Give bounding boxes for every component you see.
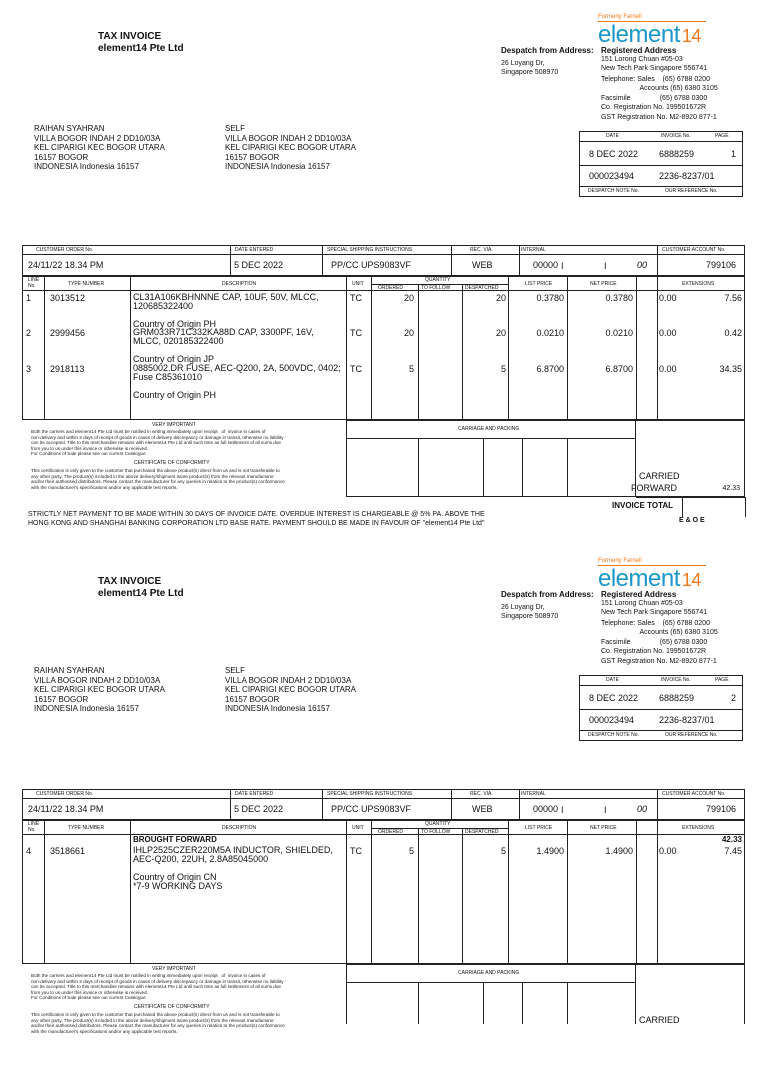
registered-address: 151 Lorong Chuan #05-03 New Tech Park Singapore 556741 [601,600,708,616]
line-despatched: 5 [500,364,506,374]
despatch-note-number: 000023494 [589,715,635,725]
invoice-page-1 [0,0,768,540]
our-reference-label: OUR REFERENCE No. [665,188,718,194]
line-unit: TC [350,846,362,856]
line-number: 1 [26,293,32,303]
line-list-price: 1.4900 [536,846,564,856]
to-follow-header: TO FOLLOW [421,285,451,291]
important-notice: Both the carriers and element14 Pte Ltd must be notified in writing immediately upon receipt of invoice in cases of non-delivery and within 3 days of receipt of goods in cases of delivery discrepancy or damage in transit, otherwise no liability can be accepted. Title to this merchandise remains with element14 Pte Ltd until such time as full settlement of all sums due from you to us under this invoice or otherwise is received. For Conditions of Sale please see our current Catalogue [31,429,284,457]
line-despatched: 5 [500,846,506,856]
phone-block: Telephone: Sales (65) 6788 0200 Accounts (65) 6380 3105 Facsimile (65) 6788 0300 Co. Registration No. 199501672R GST Registration No. M2-8920 877-1 [601,76,718,121]
internal-value: 00000 [533,260,559,270]
special-instructions-value: PP/CC UPS9083VF [331,804,412,814]
date-entered-value: 5 DEC 2022 [234,260,284,270]
customer-order-value: 24/11/22 18.34 PM [28,804,104,814]
phone-block: Telephone: Sales (65) 6788 0200 Accounts (65) 6380 3105 Facsimile (65) 6788 0300 Co. Registration No. 199501672R GST Registration No. M2-8920 877-1 [601,620,718,665]
line-list-price: 0.3780 [536,293,564,303]
date-label: DATE [606,677,619,683]
line-despatched: 20 [495,293,506,303]
line-discount: 0.00 [659,328,677,338]
customer-account-label: CUSTOMER ACCOUNT No. [662,791,726,797]
element14-logo: element 14 [598,21,701,48]
line-despatched: 20 [495,328,506,338]
invoice-date: 8 DEC 2022 [589,693,639,703]
line-extension: 7.56 [724,293,742,303]
line-list-price: 0.0210 [536,328,564,338]
company-name: element14 Pte Ltd [98,43,184,54]
special-instructions-label: SPECIAL SHIPPING INSTRUCTIONS [327,791,413,797]
certificate-label: CERTIFICATE OF CONFORMITY [134,460,210,466]
page-number: 2 [731,693,737,703]
internal-end: 00 [637,804,648,814]
despatch-note-number: 000023494 [589,171,635,181]
type-number: 3518661 [50,846,86,856]
carriage-label: CARRIAGE AND PACKING [458,426,520,432]
invoice-number: 6888259 [659,149,695,159]
type-number: 2918113 [50,364,85,374]
list-price-header: LIST PRICE [525,281,553,287]
extensions-header: EXTENSIONS [682,281,715,287]
net-price-header: NET PRICE [590,825,617,831]
brought-forward-value: 42.33 [721,835,742,844]
customer-order-value: 24/11/22 18.34 PM [28,260,104,270]
line-number: 4 [26,846,32,856]
carried-label: CARRIED [639,471,680,481]
line-number: 2 [26,328,32,338]
despatch-note-label: DESPATCH NOTE No. [588,188,639,194]
page-label: PAGE [715,677,729,683]
very-important-label: VERY IMPORTANT [152,422,196,428]
date-entered-value: 5 DEC 2022 [234,804,284,814]
very-important-label: VERY IMPORTANT [152,966,196,972]
line-description: GRM033R71C332KA88D CAP, 3300PF, 16V, MLCC, 020185322400 Country of Origin JP [133,327,314,364]
line-extension: 7.45 [724,846,742,856]
extensions-header: EXTENSIONS [682,825,715,831]
despatch-note-label: DESPATCH NOTE No. [588,732,639,738]
formerly-farnell: Formerly Farnell [598,558,642,564]
invoice-page-2 [0,546,768,1086]
internal-mark-2: I [604,261,607,271]
line-no-header: LINE No. [28,821,40,833]
invoice-no-label: INVOICE No. [661,677,691,683]
line-discount: 0.00 [659,293,677,303]
line-unit: TC [350,364,362,374]
customer-account-value: 799106 [706,260,737,270]
our-reference-label: OUR REFERENCE No. [665,732,718,738]
line-no-header: LINE No. [28,277,40,289]
ordered-header: ORDERED [378,285,404,291]
customer-account-value: 799106 [706,804,737,814]
special-instructions-label: SPECIAL SHIPPING INSTRUCTIONS [327,247,413,253]
important-notice: Both the carriers and element14 Pte Ltd must be notified in writing immediately upon receipt of invoice in cases of non-delivery and within 3 days of receipt of goods in cases of delivery discrepancy or damage in transit, otherwise no liability can be accepted. Title to this merchandise remains with element14 Pte Ltd until such time as full settlement of all sums due from you to us under this invoice or otherwise is received. For Conditions of Sale please see our current Catalogue [31,973,284,1001]
despatch-address: 26 Loyang Dr, Singapore 508970 [501,604,559,620]
line-net-price: 6.8700 [605,364,633,374]
company-name: element14 Pte Ltd [98,588,184,599]
element14-logo: element 14 [598,565,701,592]
line-extension: 34.35 [719,364,742,374]
line-net-price: 0.0210 [605,328,633,338]
date-entered-label: DATE ENTERED [235,247,274,253]
carried-label: CARRIED [639,1015,680,1025]
internal-mark: I [561,261,564,271]
registered-label: Registered Address [601,590,677,599]
internal-value: 00000 [533,804,559,814]
line-ordered: 20 [403,328,414,338]
registered-address: 151 Lorong Chuan #05-03 New Tech Park Singapore 556741 [601,56,708,72]
invoice-total-label: INVOICE TOTAL [612,501,674,510]
line-list-price: 6.8700 [536,364,564,374]
invoice-no-label: INVOICE No. [661,133,691,139]
customer-account-label: CUSTOMER ACCOUNT No. [662,247,726,253]
description-header: DESCRIPTION [222,825,257,831]
line-net-price: 0.3780 [605,293,633,303]
line-ordered: 5 [408,364,414,374]
type-number-header: TYPE NUMBER [68,825,105,831]
internal-mark-2: I [604,805,607,815]
unit-header: UNIT [352,825,364,831]
to-follow-header: TO FOLLOW [421,829,451,835]
forward-label: FORWARD [631,483,677,493]
customer-order-label: CUSTOMER ORDER No. [36,247,94,253]
rec-via-label: REC. VIA. [470,247,493,253]
date-label: DATE [606,133,619,139]
brought-forward-label: BROUGHT FORWARD [133,835,217,844]
unit-header: UNIT [352,281,364,287]
line-unit: TC [350,293,362,303]
line-extension: 0.42 [724,328,742,338]
our-reference-number: 2236-8237/01 [659,171,715,181]
invoice-number: 6888259 [659,693,695,703]
line-unit: TC [350,328,362,338]
despatch-label: Despatch from Address: [501,590,594,599]
certificate-text: This certification is only given to the customer that purchased the above product(s) direct from us and is not transferable to any other party. The product(s) included in the above delivery/shipment is/are product(s) from the relevant manufacturer and/or their authorised distributors. Please contact the manufacturer for any queries in relation to the product(s) conformance with the manufacturer's specifications and/or any applicable test reports. [31,468,285,490]
bill-to-address: RAIHAN SYAHRAN VILLA BOGOR INDAH 2 DD10/03A KEL CIPARIGI KEC BOGOR UTARA 16157 BOGOR INDONESIA Indonesia 16157 [34,666,165,713]
rec-via-label: REC. VIA. [470,791,493,797]
line-ordered: 5 [408,846,414,856]
registered-label: Registered Address [601,46,677,55]
internal-label: INTERNAL [521,247,546,253]
page-label: PAGE [715,133,729,139]
bill-to-address: RAIHAN SYAHRAN VILLA BOGOR INDAH 2 DD10/03A KEL CIPARIGI KEC BOGOR UTARA 16157 BOGOR INDONESIA Indonesia 16157 [34,124,165,171]
certificate-text: This certification is only given to the customer that purchased the above product(s) direct from us and is not transferable to any other party. The product(s) included in the above delivery/shipment is/are product(s) from the relevant manufacturer and/or their authorised distributors. Please contact the manufacturer for any queries in relation to the product(s) conformance with the manufacturer's specifications and/or any applicable test reports. [31,1012,285,1034]
invoice-title: TAX INVOICE [98,576,162,587]
formerly-farnell: Formerly Farnell [598,14,642,20]
internal-mark: I [561,805,564,815]
type-number-header: TYPE NUMBER [68,281,105,287]
internal-end: 00 [637,260,648,270]
despatched-header: DESPATCHED [465,285,499,291]
eoe-label: E & O E [679,517,705,524]
line-discount: 0.00 [659,364,677,374]
line-discount: 0.00 [659,846,677,856]
line-description: IHLP2525CZER220M5A INDUCTOR, SHIELDED, AEC-Q200, 22UH, 2.8A85045000 Country of Origin CN *7-9 WORKING DAYS [133,845,333,891]
despatch-address: 26 Loyang Dr, Singapore 508970 [501,60,559,76]
line-description: CL31A106KBHNNNE CAP, 10UF, 50V, MLCC, 120685322400 Country of Origin PH [133,292,319,329]
rec-via-value: WEB [472,260,493,270]
line-ordered: 20 [403,293,414,303]
type-number: 2999456 [50,328,86,338]
ship-to-address: SELF VILLA BOGOR INDAH 2 DD10/03A KEL CIPARIGI KEC BOGOR UTARA 16157 BOGOR INDONESIA Indonesia 16157 [225,124,356,171]
despatched-header: DESPATCHED [465,829,499,835]
invoice-title: TAX INVOICE [98,31,162,42]
despatch-label: Despatch from Address: [501,46,594,55]
page-number: 1 [731,149,737,159]
rec-via-value: WEB [472,804,493,814]
payment-terms: STRICTLY NET PAYMENT TO BE MADE WITHIN 30 DAYS OF INVOICE DATE. OVERDUE INTEREST IS CHARGEABLE @ 5% PA. ABOVE THE HONG KONG AND SHANGHAI BANKING CORPORATION LTD BASE RATE. PAYMENT SHOULD BE MADE IN FAVOUR OF "element14 Pte Ltd" [28,511,485,527]
line-description: 0885002.DR FUSE, AEC-Q200, 2A, 500VDC, 0402; Fuse C85361010 Country of Origin PH [133,363,341,400]
internal-label: INTERNAL [521,791,546,797]
special-instructions-value: PP/CC UPS9083VF [331,260,412,270]
ship-to-address: SELF VILLA BOGOR INDAH 2 DD10/03A KEL CIPARIGI KEC BOGOR UTARA 16157 BOGOR INDONESIA Indonesia 16157 [225,666,356,713]
carried-forward-value: 42.33 [722,485,740,492]
invoice-date: 8 DEC 2022 [589,149,639,159]
date-entered-label: DATE ENTERED [235,791,274,797]
ordered-header: ORDERED [378,829,404,835]
net-price-header: NET PRICE [590,281,617,287]
quantity-header: QUANTITY [425,821,451,827]
our-reference-number: 2236-8237/01 [659,715,715,725]
type-number: 3013512 [50,293,86,303]
quantity-header: QUANTITY [425,277,451,283]
carriage-label: CARRIAGE AND PACKING [458,970,520,976]
line-net-price: 1.4900 [605,846,633,856]
certificate-label: CERTIFICATE OF CONFORMITY [134,1004,210,1010]
line-number: 3 [26,364,32,374]
list-price-header: LIST PRICE [525,825,553,831]
customer-order-label: CUSTOMER ORDER No. [36,791,94,797]
description-header: DESCRIPTION [222,281,257,287]
